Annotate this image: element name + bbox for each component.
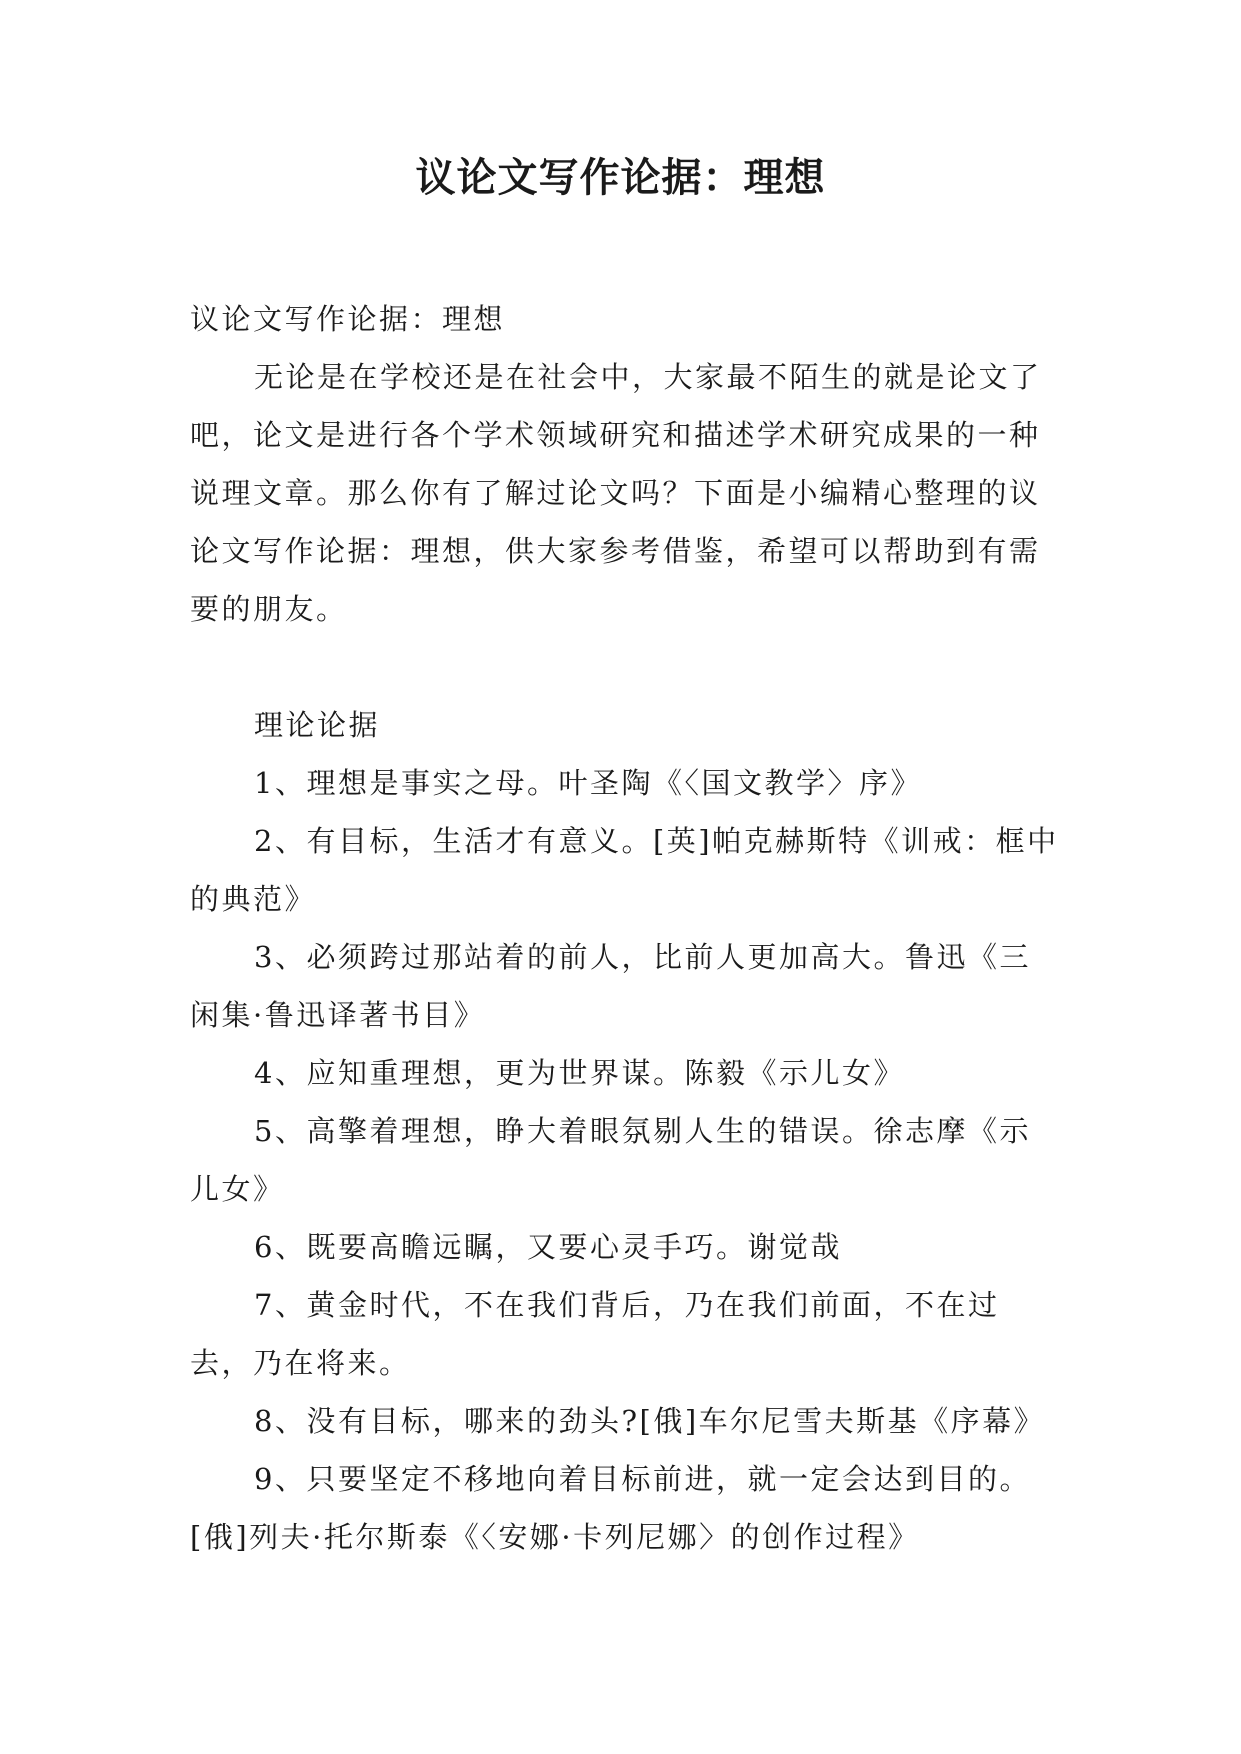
intro-paragraph: 无论是在学校还是在社会中，大家最不陌生的就是论文了吧，论文是进行各个学术领域研究和描述学术研究成果的一种说理文章。那么你有了解过论文吗？下面是小编精心整理的议论文写作论据：理想，供大家参考借鉴，希望可以帮助到有需要的朋友。 [190,360,1042,626]
list-item: 2、有目标，生活才有意义。[英]帕克赫斯特《训戒：框中的典范》 [190,824,1059,916]
list-item: 4、应知重理想，更为世界谋。陈毅《示儿女》 [254,1056,905,1090]
list-item: 3、必须跨过那站着的前人，比前人更加高大。鲁迅《三闲集·鲁迅译著书目》 [190,940,1031,1032]
section-heading: 理论论据 [254,708,381,742]
list-item: 9、只要坚定不移地向着目标前进，就一定会达到目的。[俄]列夫·托尔斯泰《〈安娜·卡列尼娜〉的创作过程》 [190,1462,1031,1554]
list-item: 8、没有目标，哪来的劲头?[俄]车尔尼雪夫斯基《序幕》 [254,1404,1046,1438]
document-title: 议论文写作论据：理想 [415,154,826,201]
document-subtitle: 议论文写作论据：理想 [190,302,506,336]
list-item: 7、黄金时代，不在我们背后，乃在我们前面，不在过去，乃在将来。 [190,1288,1000,1380]
list-item: 1、理想是事实之母。叶圣陶《〈国文教学〉序》 [254,766,922,800]
list-item: 5、高擎着理想，睁大着眼氛剔人生的错误。徐志摩《示儿女》 [190,1114,1031,1206]
document-body [190,290,1060,1566]
list-item: 6、既要高瞻远瞩，又要心灵手巧。谢觉哉 [254,1230,842,1264]
paragraph-spacer [190,638,1060,696]
